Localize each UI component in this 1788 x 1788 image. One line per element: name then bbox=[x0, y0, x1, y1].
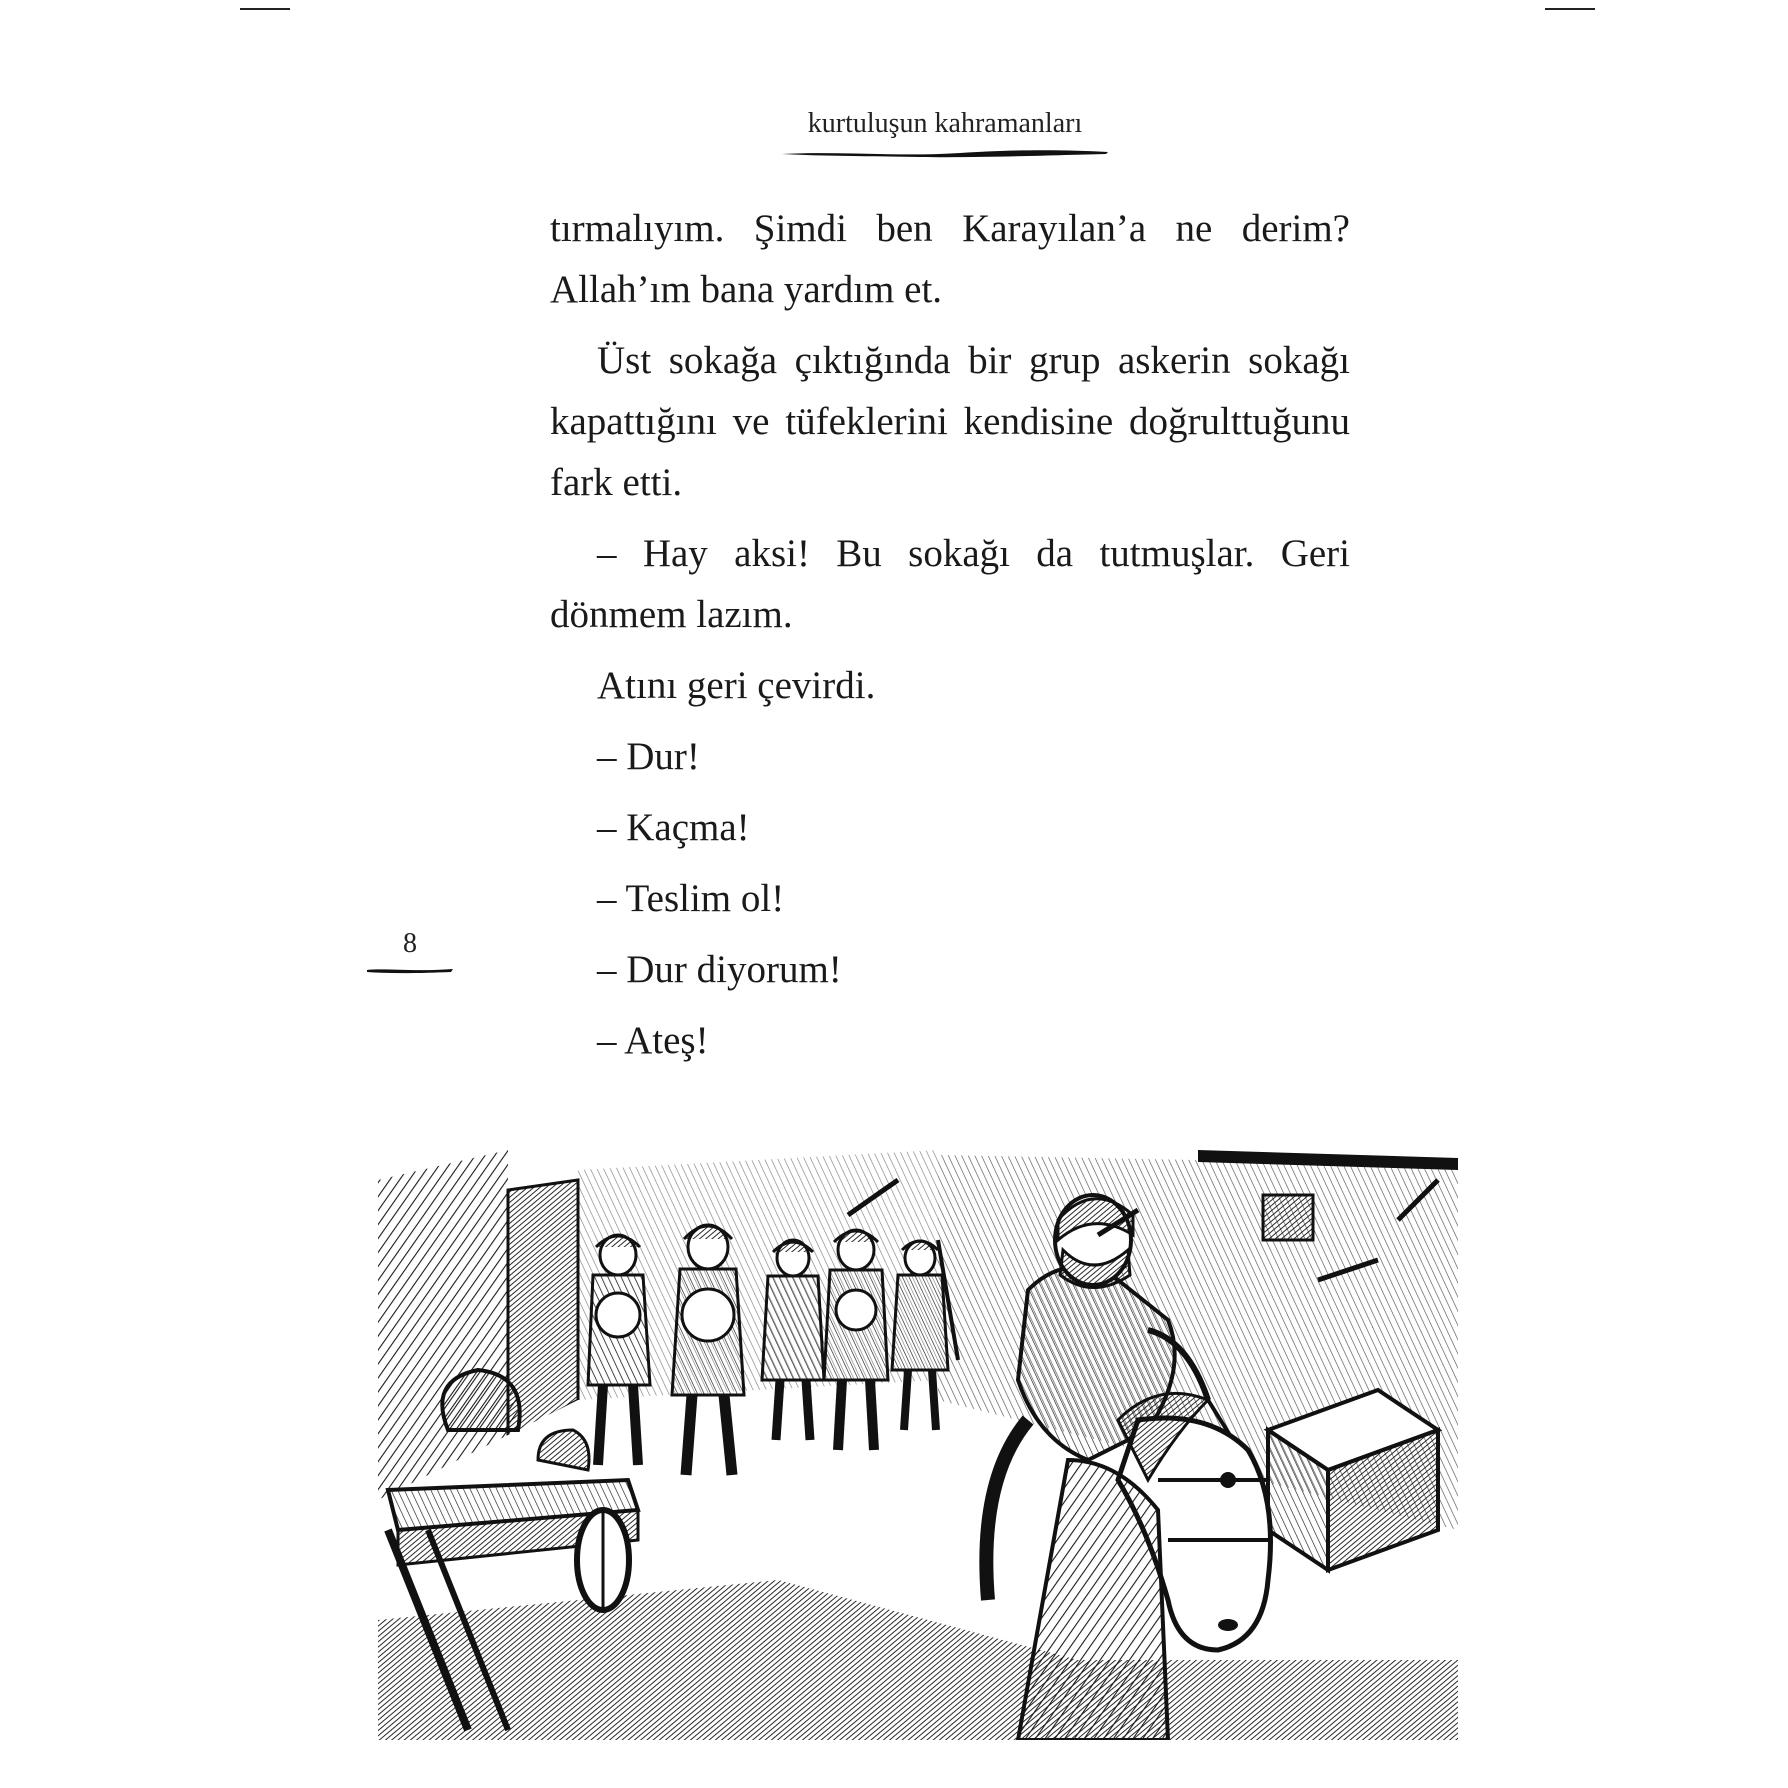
paragraph-2: Üst sokağa çıktığında bir grup askerin sokağı kapattığını ve tüfeklerini kendisine doğrulttuğunu fark etti. bbox=[550, 339, 1350, 504]
page-number bbox=[360, 928, 460, 976]
paragraph-1: tırmalıyım. Şimdi ben Karayılan’a ne derim? Allah’ım bana yardım et. bbox=[550, 207, 1350, 311]
crop-mark-left bbox=[240, 8, 290, 10]
running-title: kurtuluşun kahramanları bbox=[807, 108, 1083, 139]
page-number-brush-stroke bbox=[365, 964, 455, 976]
dialog-line-4: – Dur diyorum! bbox=[597, 948, 842, 991]
building-window bbox=[1263, 1195, 1313, 1240]
dialog-line-5: – Ateş! bbox=[597, 1019, 709, 1062]
dialog-line-3: – Teslim ol! bbox=[597, 877, 785, 920]
page-number-text: 8 bbox=[403, 928, 417, 959]
paragraph-3: – Hay aksi! Bu sokağı da tutmuşlar. Geri dönmem lazım. bbox=[550, 532, 1350, 636]
body-text bbox=[550, 198, 1350, 1081]
story-illustration bbox=[378, 1140, 1458, 1740]
running-header bbox=[780, 108, 1110, 160]
paragraph-4: Atını geri çevirdi. bbox=[597, 664, 876, 707]
horse-nostril bbox=[1218, 1619, 1238, 1631]
crop-mark-right bbox=[1545, 8, 1595, 10]
header-brush-stroke bbox=[780, 146, 1110, 160]
dialog-line-2: – Kaçma! bbox=[597, 806, 750, 849]
dialog-line-1: – Dur! bbox=[597, 735, 700, 778]
